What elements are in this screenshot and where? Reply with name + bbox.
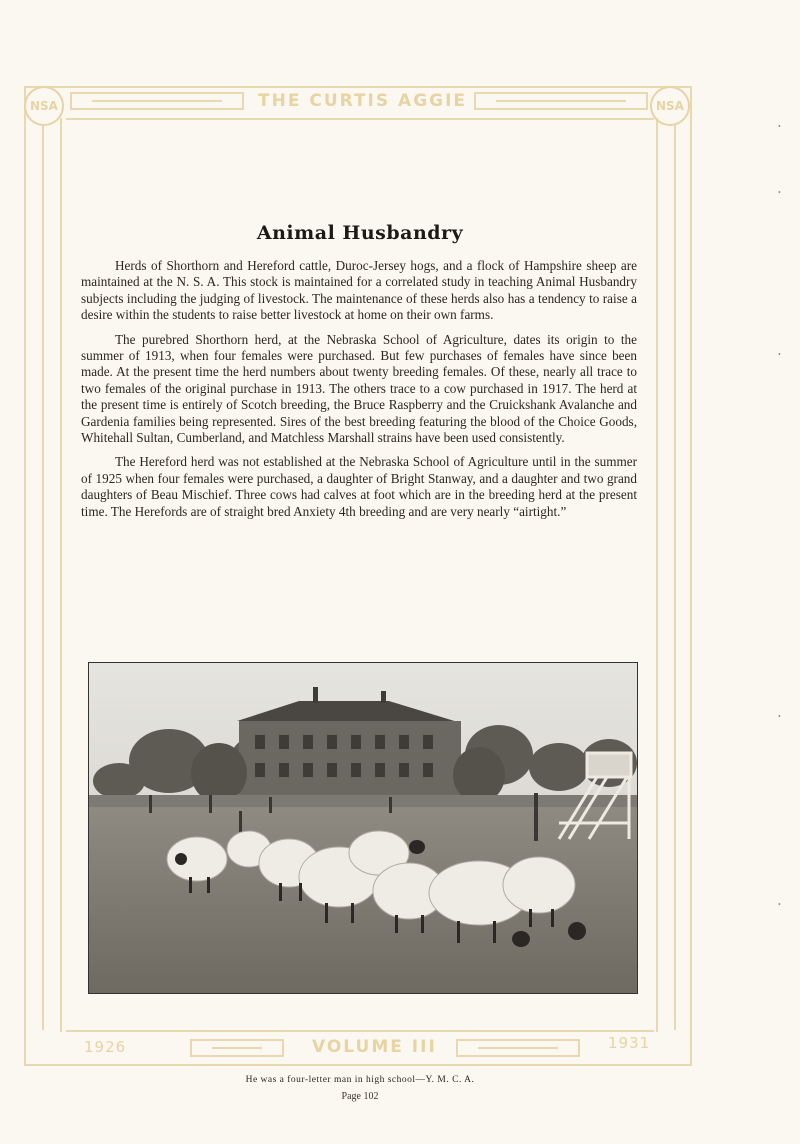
- emblem-right-icon: NSA: [650, 86, 690, 126]
- border-line-right-inner2: [656, 118, 658, 1032]
- photo-sheep-illustration: [89, 663, 637, 993]
- border-line-right-inner: [674, 124, 676, 1030]
- margin-mark: •: [778, 712, 781, 721]
- footer-bar-right: [456, 1039, 580, 1057]
- border-line-left-inner2: [60, 118, 62, 1032]
- article-heading: Animal Husbandry: [256, 222, 464, 244]
- margin-mark: •: [778, 122, 781, 131]
- margin-mark: •: [778, 350, 781, 359]
- footer-volume: VOLUME III: [312, 1037, 437, 1057]
- header-bar-right: [474, 92, 648, 110]
- page-caption: He was a four-letter man in high school—Y. M. C. A.: [245, 1075, 475, 1085]
- paragraph-3: The Hereford herd was not established at the Nebraska School of Agriculture until in the summer of 1925 when four females were purchased, a daughter of Bright Stanway, and a daughter and two grand daughters of Beau Mischief. Three cows had calves at foot which are in the breeding herd at the present time. The Herefords are of straight bred Anxiety 4th breeding and are very nearly “airtight.”: [81, 454, 637, 519]
- margin-mark: •: [778, 188, 781, 197]
- footer-year-start: 1926: [84, 1038, 127, 1056]
- paragraph-1: Herds of Shorthorn and Hereford cattle, Duroc-Jersey hogs, and a flock of Hampshire sheep are maintained at the N. S. A. This stock is maintained for a correlated study in teaching Animal Husbandry subjects including the judging of livestock. The maintenance of these herds also has a tendency to raise a desire within the students to raise better livestock at home on their own farms.: [81, 258, 637, 323]
- paragraph-2: The purebred Shorthorn herd, at the Nebraska School of Agriculture, dates its origin to the summer of 1913, when four females were purchased. But few purchases of females have since been made. At the present time the herd numbers about twenty breeding females. Of these, nearly all trace to two females of the original purchase in 1913. The others trace to a cow purchased in 1917. The herd at the present time is entirely of Scotch breeding, the Bruce Raspberry and the Cruickshank Avalanche and Gardenia families being represented. Sires of the best breeding featuring the blood of the Choice Goods, Whitehall Sultan, Cumberland, and Matchless Marshall strains have been used consistently.: [81, 331, 637, 446]
- margin-mark: •: [778, 900, 781, 909]
- footer-bar-left: [190, 1039, 284, 1057]
- header-bar-left: [70, 92, 244, 110]
- border-line-left-inner: [42, 124, 44, 1030]
- border-line-top: [24, 86, 692, 88]
- border-line-top-inner: [66, 118, 654, 120]
- footer-year-end: 1931: [608, 1034, 651, 1052]
- page-number: Page 102: [341, 1091, 379, 1102]
- running-title: THE CURTIS AGGIE: [258, 91, 468, 111]
- border-line-bottom: [24, 1064, 692, 1066]
- border-line-bottom-inner: [66, 1030, 654, 1032]
- photo-sheep-flock: [88, 662, 638, 994]
- emblem-left-icon: NSA: [24, 86, 64, 126]
- article-body: [81, 258, 637, 528]
